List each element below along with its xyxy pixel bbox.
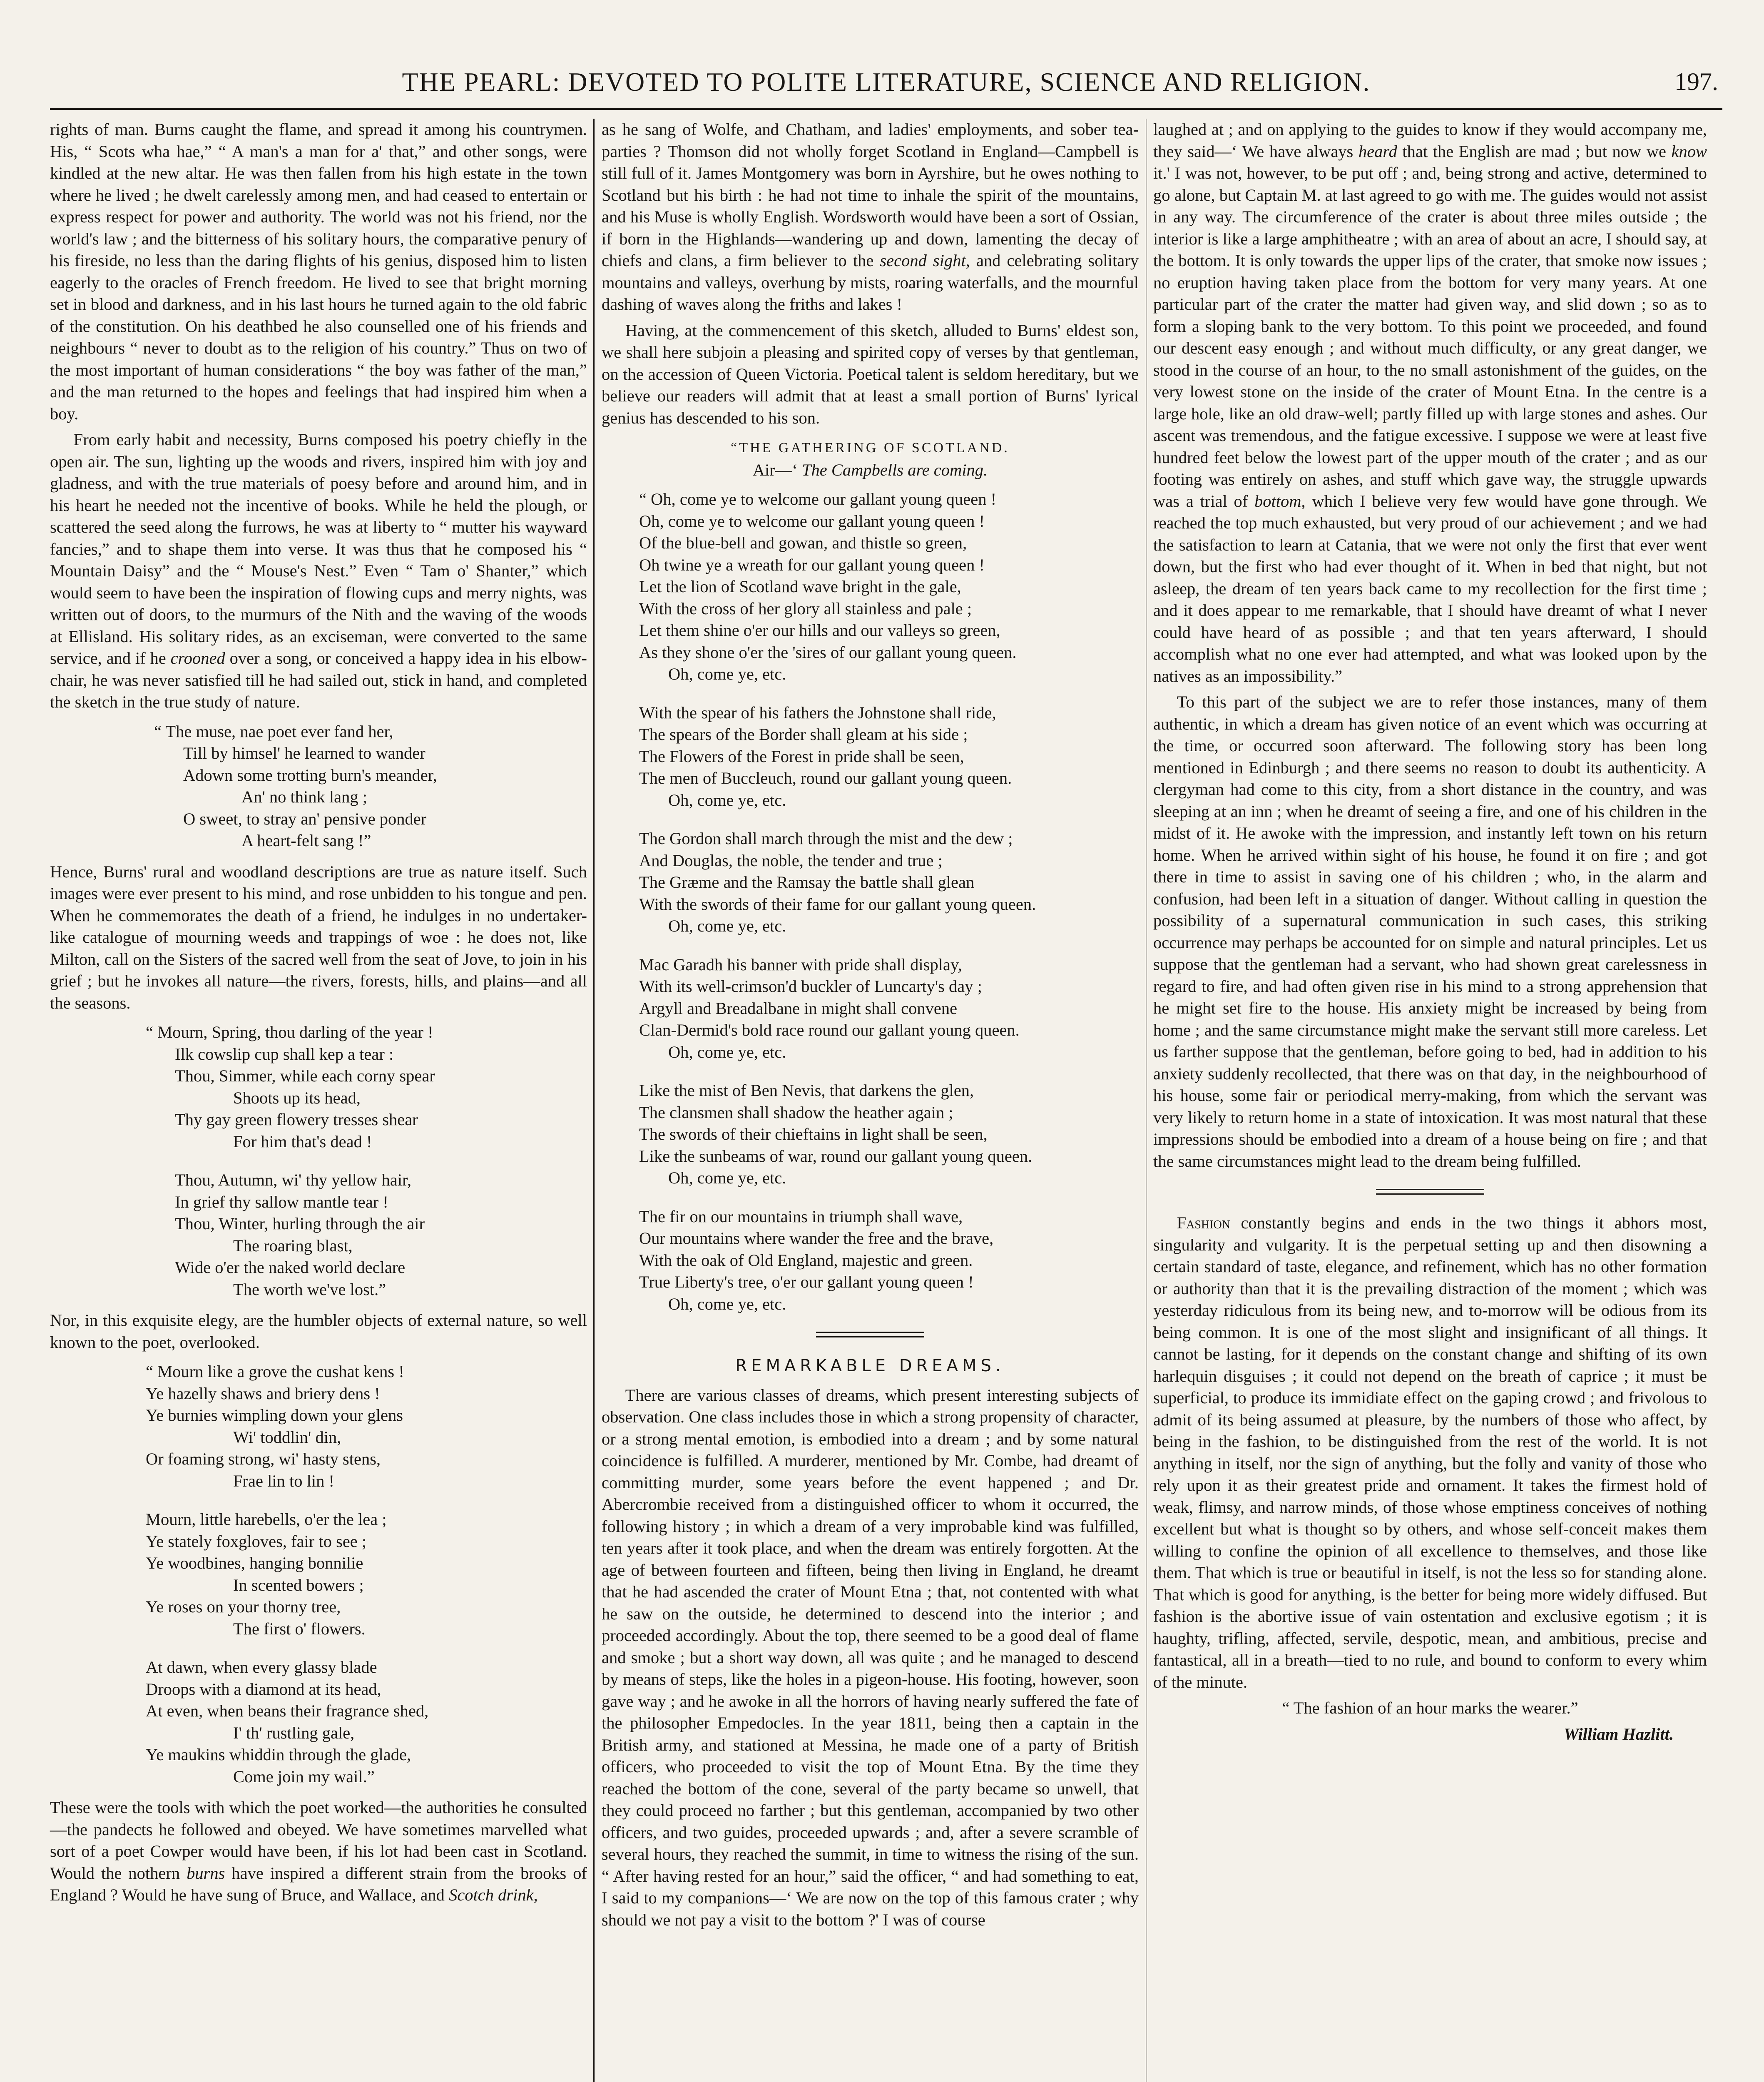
verse-line: The fir on our mountains in triumph shall wave, <box>639 1207 963 1226</box>
closing-quote: “ The fashion of an hour marks the wearer.” <box>1282 1698 1578 1717</box>
poem-excerpt <box>50 721 587 852</box>
verse-line: Oh, come ye, etc. <box>668 665 786 683</box>
verse-line: Argyll and Breadalbane in might shall convene <box>639 999 958 1018</box>
verse-line: The Flowers of the Forest in pride shall be seen, <box>639 747 964 766</box>
verse-line: Our mountains where wander the free and the brave, <box>639 1229 994 1248</box>
verse-line: Like the mist of Ben Nevis, that darkens the glen, <box>639 1081 974 1100</box>
verse-line: Mourn, little harebells, o'er the lea ; <box>146 1510 387 1529</box>
poem-excerpt <box>50 1021 587 1300</box>
verse-line: “ Mourn, Spring, thou darling of the year ! <box>146 1023 433 1041</box>
verse-line: Oh twine ye a wreath for our gallant young queen ! <box>639 555 985 574</box>
page-number: 197. <box>1674 68 1718 95</box>
paragraph: There are various classes of dreams, which present interesting subjects of observation. One class includes those in which a strong propensity of character, or a strong mental emotion, is embodied into a dream ; and by some natural coincidence is fulfilled. A murderer, mentioned by Mr. Combe, had dreamt of committing murder, some years before the event happened ; and Dr. Abercrombie received from a distinguished officer to whom it occurred, the following history ; in which a dream of a very improbable kind was fulfilled, ten years after it took place, and when the dream was entirely forgotten. At the age of between fourteen and fifteen, being then living in England, he dreamt that he had ascended the crater of Mount Etna ; that, not contented with what he saw on the outside, he determined to descend into the interior ; and proceeded accordingly. About the top, there seemed to be a good deal of flame and smoke ; but a short way down, all was quite ; and he managed to descend by means of steps, like the holes in a pigeon-house. His footing, however, soon gave way ; and he awoke in all the horrors of having nearly suffered the fate of the philosopher Empedocles. In the year 1811, being then a captain in the British army, and stationed at Messina, he made one of a party of British officers, who proceeded to visit the top of Mount Etna. By the time they reached the bottom of the cone, several of the party became so unwell, that they could proceed no farther ; but this gentleman, accompanied by two other officers, and two guides, proceeded upwards ; and, after a severe scramble of several hours, they reached the summit, in time to witness the rising of the sun. “ After having rested for an hour,” said the officer, “ and had something to eat, I said to my companions—‘ We are now on the top of this famous crater ; why should we not pay a visit to the bottom ?' I was of course <box>602 1385 1139 1929</box>
verse-line: Ilk cowslip cup shall kep a tear : <box>175 1044 394 1063</box>
verse-line: Ye burnies wimpling down your glens <box>146 1406 403 1425</box>
song-air: Air—‘ The Campbells are coming. <box>752 460 988 479</box>
verse-line: Adown some trotting burn's meander, <box>183 765 437 784</box>
verse-line: Thy gay green flowery tresses shear <box>175 1110 418 1129</box>
verse-line: The spears of the Border shall gleam at his side ; <box>639 725 968 744</box>
verse-line: With the oak of Old England, majestic and green. <box>639 1250 973 1270</box>
paragraph: From early habit and necessity, Burns composed his poetry chiefly in the open air. The sun, lighting up the woods and rivers, inspired him with joy and gladness, and with the true materials of poesy before and around him, and in his heart he needed not the incentive of books. While he held the plough, or scattered the seed along the furrows, he was at liberty to “ mutter his wayward fancies,” and to shape them into verse. It was thus that he composed his “ Mountain Daisy” and the “ Mouse's Nest.” Even “ Tam o' Shanter,” which would seem to have been the inspiration of flowing cups and merry nights, was written out of doors, to the murmurs of the Nith and the waving of the woods at Ellisland. His solitary rides, as an exciseman, were converted to the same service, and if he crooned over a song, or conceived a happy idea in his elbow-chair, he was never satisfied till he had sailed out, stick in hand, and completed the sketch in the true study of nature. <box>50 430 587 711</box>
verse-line: Thou, Winter, hurling through the air <box>175 1214 425 1233</box>
verse-line: Ye roses on your thorny tree, <box>146 1597 341 1616</box>
verse-line: The men of Buccleuch, round our gallant young queen. <box>639 769 1012 787</box>
author-signature: William Hazlitt. <box>1563 1724 1674 1743</box>
verse-line: In scented bowers ; <box>233 1575 364 1594</box>
verse-line: The Gordon shall march through the mist and the dew ; <box>639 829 1013 848</box>
verse-line: Droops with a diamond at its head, <box>146 1679 381 1698</box>
section-title: REMARKABLE DREAMS. <box>735 1356 1005 1375</box>
verse-line: Wide o'er the naked world declare <box>175 1258 406 1277</box>
page-title: THE PEARL: DEVOTED TO POLITE LITERATURE, SCIENCE AND RELIGION. <box>402 67 1371 97</box>
section-rule <box>816 1332 924 1337</box>
column-1 <box>50 119 587 2082</box>
verse-line: With the spear of his fathers the Johnstone shall ride, <box>639 703 996 722</box>
paragraph: rights of man. Burns caught the flame, and spread it among his countrymen. His, “ Scots wha hae,” “ A man's a man for a' that,” and other songs, were kindled at the new altar. He was then fallen from his high estate in the town where he lived ; he dwelt carelessly among men, and had ceased to entertain or express respect for power and authority. The world was not his friend, nor the world's law ; and the bitterness of his solitary hours, the comparative penury of his fireside, no less than the daring flights of his genius, disposed him to listen eagerly to the oracles of French freedom. He lived to see that bright morning set in blood and darkness, and in his last hours he turned again to the old fabric of the constitution. On his deathbed he also counselled one of his friends and neighbours “ never to doubt as to the religion of his country.” Thus on two of the most important of human considerations “ the boy was father of the man,” and the man returned to the hopes and feelings that had inspired him when a boy. <box>50 120 587 423</box>
paragraph: Fashion constantly begins and ends in the two things it abhors most, singularity and vulgarity. It is the perpetual setting up and then disowning a certain standard of taste, elegance, and refinement, which has no other formation or authority than that it is the prevailing distraction of the moment ; which was yesterday ridiculous from its being new, and to-morrow will be odious from its being common. It is one of the most slight and insignificant of all things. It cannot be lasting, for it depends on the constant change and shifting of its own harlequin disguises ; it could not depend on the breath of caprice ; it must be superficial, to produce its immidiate effect on the gaping crowd ; and frivolous to admit of its being assumed at pleasure, by the numbers of those who affect, by being in the fashion, to be distinguished from the rest of the world. It is not anything in itself, nor the sign of anything, but the folly and vanity of those who rely upon it as their greatest pride and ornament. It takes the firmest hold of weak, flimsy, and narrow minds, of those whose emptiness conceives of nothing excellent but what is thought so by others, and whose self-conceit makes them willing to confine the opinion of all excellence to themselves, and those like them. That which is true or beautiful in itself, is not the less so for standing alone. That which is good for anything, is the better for being more widely diffused. But fashion is the abortive issue of vain ostentation and exclusive egotism ; it is haughty, trifling, affected, servile, despotic, mean, and ambitious, precise and fantastical, all in a breath—tied to no rule, and bound to conform to every whim of the minute. <box>1153 1213 1707 1691</box>
verse-line: Ye woodbines, hanging bonnilie <box>146 1554 363 1572</box>
verse-line: Of the blue-bell and gowan, and thistle so green, <box>639 533 967 552</box>
paragraph: Hence, Burns' rural and woodland descriptions are true as nature itself. Such images were ever present to his mind, and rose unbidden to his tongue and pen. When he commemorates the death of a friend, he indulges in no undertaker-like catalogue of mourning weeds and trappings of woe : he does not, like Milton, call on the Sisters of the sacred well from the seat of Jove, to join in his grief ; but he invokes all nature—the rivers, forests, hills, and plains—and all the seasons. <box>50 862 587 1012</box>
verse-line: Thou, Simmer, while each corny spear <box>175 1066 435 1085</box>
column-3 <box>1153 119 1707 2082</box>
verse-line: With the swords of their fame for our gallant young queen. <box>639 894 1036 914</box>
verse-line: Thou, Autumn, wi' thy yellow hair, <box>175 1171 412 1189</box>
verse-line: “ The muse, nae poet ever fand her, <box>154 722 393 741</box>
verse-line: Oh, come ye to welcome our gallant young queen ! <box>639 511 985 530</box>
verse-line: At dawn, when every glassy blade <box>146 1658 377 1676</box>
verse-line: Ye hazelly shaws and briery dens ! <box>146 1384 380 1403</box>
paragraph: These were the tools with which the poet worked—the authorities he consulted—the pandects he followed and obeyed. We have sometimes marvelled what sort of a poet Cowper would have been, if his lot had been cast in Scotland. Would the nothern burns have inspired a different strain from the brooks of England ? Would he have sung of Bruce, and Wallace, and Scotch drink, <box>50 1798 587 1904</box>
page-header <box>50 62 1722 110</box>
verse-line: Or foaming strong, wi' hasty stens, <box>146 1449 381 1468</box>
verse-line: I' th' rustling gale, <box>233 1723 355 1742</box>
verse-line: Oh, come ye, etc. <box>668 916 786 935</box>
verse-line: And Douglas, the noble, the tender and true ; <box>639 851 943 870</box>
verse-line: Clan-Dermid's bold race round our gallant young queen. <box>639 1021 1020 1039</box>
paragraph: laughed at ; and on applying to the guides to know if they would accompany me, they said—‘ We have always heard that the English are mad ; but now we know it.' I was not, however, to be put off ; and, being strong and active, determined to go alone, but Captain M. at last agreed to go with me. The guides would not assist in any way. The circumference of the crater is about three miles outside ; the interior is like a large amphitheatre ; with an area of about an acre, I should say, at the bottom. It is only towards the upper lips of the crater, that smoke now issues ; no eruption having taken place from the bottom for very many years. At one particular part of the crater the matter had given way, and slid down ; so as to form a sloping bank to the very bottom. To this point we proceeded, and found our descent easy enough ; and without much difficulty, or any great danger, we stood in the course of an hour, to the no small astonishment of the guides, on the very lowest stone on the inside of the crater of Mount Etna. In the centre is a large hole, like an old draw-well; partly filled up with large stones and ashes. Our ascent was tremendous, and the fatigue excessive. I suppose we were at least five hundred feet below the lowest part of the upper mouth of the crater ; and as our footing was entirely on ashes, and stuff which gave way, the struggle upwards was a trial of bottom, which I believe very few would have gone through. We reached the top much exhausted, but very proud of our achievement ; and we had the satisfaction to learn at Catania, that we were not only the first that ever went down, but the first who had ever thought of it. When in bed that night, but not asleep, the dream of ten years back came to my recollection for the first time ; and it does appear to me remarkable, that I should have dreamt of what I never could have heard of as possible ; and that ten years afterward, I should accomplish what no one ever had attempted, and what was looked upon by the natives as an impossibility.” <box>1153 120 1707 685</box>
verse-line: Oh, come ye, etc. <box>668 790 786 809</box>
verse-line: With the cross of her glory all stainless and pale ; <box>639 599 972 618</box>
verse-line: Let the lion of Scotland wave bright in the gale, <box>639 577 961 596</box>
section-rule <box>1376 1189 1484 1195</box>
verse-line: Shoots up its head, <box>233 1088 361 1107</box>
paragraph: Nor, in this exquisite elegy, are the humbler objects of external nature, so well known to the poet, overlooked. <box>50 1311 587 1352</box>
verse-line: An' no think lang ; <box>241 787 368 806</box>
column-divider <box>1146 119 1147 2082</box>
verse-line: For him that's dead ! <box>233 1132 372 1151</box>
verse-line: “ Oh, come ye to welcome our gallant young queen ! <box>639 490 997 508</box>
verse-line: The first o' flowers. <box>233 1619 366 1638</box>
verse-line: As they shone o'er the 'sires of our gallant young queen. <box>639 643 1017 662</box>
paragraph: as he sang of Wolfe, and Chatham, and ladies' employments, and sober tea-parties ? Thomson did not wholly forget Scotland in England—Campbell is still full of it. James Montgomery was born in Ayrshire, but he owes nothing to Scotland but his birth : he had not time to inhale the spirit of the mountains, and his Muse is wholly English. Wordsworth would have been a sort of Ossian, if born in the Highlands—wandering up and down, lamenting the decay of chiefs and clans, a firm believer to the second sight, and celebrating solitary mountains and valleys, overhung by mists, roaring waterfalls, and the mournful dashing of waves along the friths and lakes ! <box>602 120 1139 314</box>
paragraph: To this part of the subject we are to refer those instances, many of them authentic, in which a dream has given notice of an event which was occurring at the time, or occurred soon afterward. The following story has been long mentioned in Edinburgh ; and there seems no reason to doubt its authenticity. A clergyman had come to this city, from a short distance in the country, and was sleeping at an inn ; when he dreamt of seeing a fire, and one of his children in the midst of it. He awoke with the impression, and instantly left town on his return home. When he arrived within sight of his house, he found it on fire ; and got there in time to assist in saving one of his children ; who, in the alarm and confusion, had been left in a situation of danger. Without calling in question the possibility of a supernatural communication in such cases, this striking occurrence may perhaps be accounted for on simple and natural principles. Let us suppose that the gentleman had a servant, who had shown great carelessness in regard to fire, and had often given rise in his mind to a strong apprehension that he might set fire to the house. His anxiety might be increased by being from home ; and the same circumstance might make the servant still more careless. Let us farther suppose that the gentleman, before going to bed, had in addition to his anxiety suddenly recollected, that there was on that day, in the neighbourhood of his house, some fair or periodical merry-making, from which the servant was very likely to return home in a state of intoxication. It was most natural that these impressions should be embodied into a dream of a house being on fire ; and that the same circumstances might lead to the dream being fulfilled. <box>1153 692 1707 1171</box>
verse-line: Like the sunbeams of war, round our gallant young queen. <box>639 1146 1033 1166</box>
verse-line: The swords of their chieftains in light shall be seen, <box>639 1125 988 1143</box>
verse-line: Oh, come ye, etc. <box>668 1042 786 1061</box>
verse-line: Oh, come ye, etc. <box>668 1168 786 1187</box>
verse-line: The roaring blast, <box>233 1236 353 1255</box>
verse-line: Oh, come ye, etc. <box>668 1294 786 1313</box>
verse-line: Mac Garadh his banner with pride shall display, <box>639 955 962 974</box>
verse-line: Come join my wail.” <box>233 1767 375 1786</box>
verse-line: At even, when beans their fragrance shed, <box>146 1701 429 1720</box>
column-divider <box>593 119 595 2082</box>
verse-line: The Græme and the Ramsay the battle shall glean <box>639 873 975 892</box>
verse-line: Wi' toddlin' din, <box>233 1427 341 1447</box>
verse-line: Till by himsel' he learned to wander <box>183 744 425 762</box>
song-title: “THE GATHERING OF SCOTLAND. <box>731 440 1010 456</box>
verse-line: Let them shine o'er our hills and our valleys so green, <box>639 621 1000 640</box>
verse-line: The clansmen shall shadow the heather again ; <box>639 1103 953 1122</box>
verse-line: The worth we've lost.” <box>233 1280 386 1299</box>
verse-line: Frae lin to lin ! <box>233 1471 334 1490</box>
verse-line: With its well-crimson'd buckler of Luncarty's day ; <box>639 977 982 996</box>
verse-line: Ye stately foxgloves, fair to see ; <box>146 1532 367 1551</box>
song-verses <box>602 488 1139 1315</box>
verse-line: Ye maukins whiddin through the glade, <box>146 1745 411 1764</box>
verse-line: A heart-felt sang !” <box>241 831 371 850</box>
verse-line: O sweet, to stray an' pensive ponder <box>183 809 427 828</box>
verse-line: “ Mourn like a grove the cushat kens ! <box>146 1362 404 1381</box>
paragraph: Having, at the commencement of this sketch, alluded to Burns' eldest son, we shall here subjoin a pleasing and spirited copy of verses by that gentleman, on the accession of Queen Victoria. Poetical talent is seldom hereditary, but we believe our readers will admit that at least a small portion of Burns' lyrical genius has descended to his son. <box>602 321 1139 427</box>
verse-line: In grief thy sallow mantle tear ! <box>175 1192 388 1211</box>
column-2 <box>602 119 1139 2082</box>
verse-line: True Liberty's tree, o'er our gallant young queen ! <box>639 1273 974 1291</box>
poem-excerpt <box>50 1361 587 1788</box>
